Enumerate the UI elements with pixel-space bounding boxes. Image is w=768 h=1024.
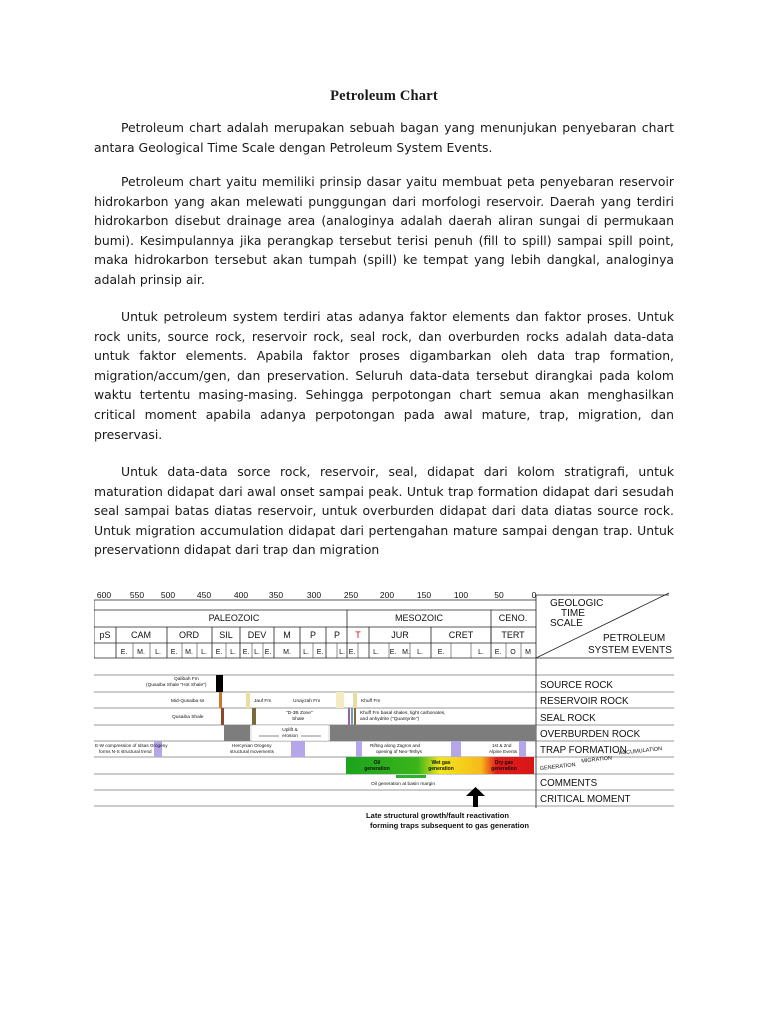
epoch-label: L. [478,649,484,656]
row-label-critical-moment: CRITICAL MOMENT [540,794,631,805]
reservoir-label: Khuff Fm [361,699,381,704]
seal-label: and anhydrite ("Quantyrite") [360,717,420,722]
epoch-label: E. [494,649,502,656]
chart-caption: forming traps subsequent to gas generation [370,821,530,830]
reservoir-bar [336,692,344,708]
period-label: TERT [501,630,525,640]
period-label: CAM [131,630,151,640]
period-label: P [333,630,341,640]
petroleum-system-chart [94,590,674,835]
epoch-label: L. [303,649,309,656]
overburden-label: Uplift & [282,728,298,733]
comments-label: Oil generation at basin margin [371,782,435,787]
epoch-label: E. [242,649,250,656]
source-rock-label: (Qusaiba Shale "Hot Shale") [146,683,207,688]
reservoir-bar [246,692,250,708]
age-label: 50 [494,590,504,600]
era-label: MESOZOIC [394,613,444,623]
age-label: 400 [233,590,249,600]
source-rock-bar [216,675,223,692]
seal-bar [221,708,224,725]
reservoir-label: Jauf Fm [254,699,272,704]
generation-label: Wet gas [431,760,451,766]
epoch-label: E. [389,649,397,656]
row-label-generation: GENERATION [539,762,576,772]
trap-bar [291,741,305,757]
geologic-time-scale-label: GEOLOGIC [550,598,604,609]
paragraph-4: Untuk data-data sorce rock, reservoir, seal, didapat dari kolom stratigrafi, untuk maturation didapat dari awal onset sampai peak. Untuk trap formation didapat dari sesudah seal sampai batas diatas reservoir, untuk overburden didapat dari data diatas source rock. Untuk migration accumulation didapat dari pertengahan mature sampai dengan trap. Untuk preservationn didapat dari trap dan migration [94,464,674,558]
petroleum-system-events-label: PETROLEUM [603,633,666,644]
chart-caption: Late structural growth/fault reactivation [366,811,510,820]
generation-label: Oil [373,760,381,766]
trap-label: opening of Neo-Tethys [376,749,422,754]
age-label: 600 [96,590,112,600]
seal-label: Shale [292,717,305,722]
generation-label: generation [491,766,517,772]
trap-bar [519,741,526,757]
era-label: CENO. [498,613,528,623]
epoch-label: M. [137,649,145,656]
age-label: 100 [453,590,469,600]
row-label-source-rock: SOURCE ROCK [540,680,613,691]
epoch-label: E. [215,649,223,656]
epoch-label: O [510,649,516,656]
trap-label: Rifting along Zagros and [370,743,421,748]
epoch-label: L. [155,649,161,656]
overburden-bar [224,725,250,741]
age-label: 450 [196,590,212,600]
period-label: CRET [448,630,474,640]
overburden-label: erosion [282,734,298,739]
seal-label: Qusaiba Shale [172,715,204,720]
source-rock-label: Qalibah Fm [174,677,199,682]
epoch-label: L. [201,649,207,656]
row-label-overburden-rock: OVERBURDEN ROCK [540,729,641,740]
era-label: PALEOZOIC [208,613,260,623]
trap-label: Alpine Events [489,749,518,754]
age-label: 500 [160,590,176,600]
epoch-label: L. [339,649,345,656]
seal-bar [348,708,350,725]
epoch-label: E. [437,649,445,656]
trap-bar [451,741,461,757]
reservoir-bar [219,692,222,708]
epoch-label: E. [348,649,356,656]
period-label: P [309,630,317,640]
paragraph-1: Petroleum chart adalah merupakan sebuah bagan yang menunjukan penyebaran chart antara Geological Time Scale dengan Petroleum System Events. [94,120,674,155]
geologic-time-scale-label: SCALE [550,618,583,629]
epoch-label: E. [316,649,324,656]
seal-bar [252,708,256,725]
period-label: ORD [179,630,199,640]
epoch-label: L. [373,649,379,656]
period-label: DEV [247,630,267,640]
period-label: T [355,630,361,640]
period-label: M [283,630,291,640]
period-label: pS [99,630,111,640]
age-label: 550 [129,590,145,600]
epoch-label: L. [254,649,260,656]
trap-label: E-W compression of Idsas Orogeny [95,743,168,748]
seal-label: "D-3B Zone" [286,711,313,716]
trap-bar [356,741,362,757]
reservoir-label: Unayzah Fm [293,699,321,704]
row-label-comments: COMMENTS [540,778,598,789]
seal-bar [354,708,356,725]
epoch-label: M. [283,649,291,656]
seal-label: Khuff Fm basal shales, tight carbonates, [360,711,446,716]
age-label: 350 [268,590,284,600]
trap-label: 1st & 2nd [492,743,512,748]
trap-label: structural movements [230,749,274,754]
age-label: 300 [306,590,322,600]
row-label-seal-rock: SEAL ROCK [540,713,596,724]
epoch-label: E. [170,649,178,656]
paragraph-2: Petroleum chart yaitu memiliki prinsip dasar yaitu membuat peta penyebaran reservoir hidrokarbon yang akan melewati punggungan dari morfologi reservoir. Daerah yang terdiri hidrokarbon disebut drainage area (analoginya adalah daerah aliran sungai di permukaan bumi). Kesimpulannya jika perangkap tersebut terisi penuh (fill to spill) sampai spill point, maka hidrokarbon tersebut akan tumpah (spill) ke tempat yang lebih dangkal, analoginya adalah prinsip air. [94,174,674,287]
epoch-label: L. [417,649,423,656]
epoch-label: E. [264,649,272,656]
reservoir-label: Mid-Qusaiba ss [171,699,205,704]
overburden-bar [330,725,536,741]
row-label-accumulation: ACCUMULATION [618,746,663,757]
seal-bar [351,708,353,725]
page-title: Petroleum Chart [330,88,438,104]
row-label-reservoir-rock: RESERVOIR ROCK [540,696,629,707]
period-label: JUR [391,630,409,640]
generation-label: generation [428,766,454,772]
trap-label: forms N-S structural trend [99,749,152,754]
age-label: 0 [531,590,537,600]
generation-label: Dry gas [494,760,514,766]
epoch-label: M. [402,649,410,656]
paragraph-3: Untuk petroleum system terdiri atas adanya faktor elements dan faktor proses. Untuk rock units, source rock, reservoir rock, seal rock, dan overburden rocks adalah data-data untuk faktor elements. Apabila faktor proses digambarkan oleh data trap formation, migration/accum/gen, dan preservation. Seluruh data-data tersebut dirangkai pada kolom waktu tertentu masing-masing. Sehingga perpotongan chart semua akan menghasilkan critical moment apabila adanya perpotongan pada awal mature, trap, migration, dan preservasi. [94,309,674,442]
epoch-label: M [525,649,531,656]
trap-label: Hercynian Orogeny [232,743,272,748]
epoch-label: E. [120,649,128,656]
period-label: SIL [219,630,233,640]
row-label-migration: MIGRATION [581,755,613,765]
age-label: 250 [343,590,359,600]
generation-label: generation [364,766,390,772]
age-label: 200 [379,590,395,600]
geologic-time-scale-label: TIME [561,608,585,619]
comments-bar [396,775,426,778]
row-label-trap-formation: TRAP FORMATION [540,745,627,756]
reservoir-bar [353,692,357,708]
age-label: 150 [416,590,432,600]
epoch-label: M. [185,649,193,656]
epoch-label: L. [230,649,236,656]
petroleum-system-events-label: SYSTEM EVENTS [588,645,672,656]
